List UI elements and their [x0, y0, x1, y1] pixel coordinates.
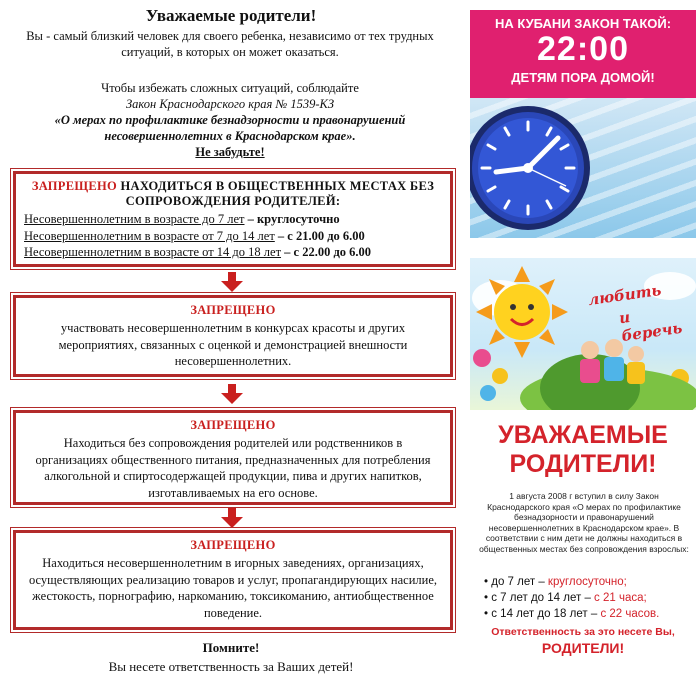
rule-head: ЗАПРЕЩЕНО — [190, 303, 276, 317]
list-item-age: с 14 лет до 18 лет — [491, 608, 588, 620]
down-arrow-icon — [221, 508, 243, 530]
rule-head-forbidden: ЗАПРЕЩЕНО — [31, 179, 118, 193]
list-item: • до 7 лет – круглосуточно; — [484, 576, 627, 588]
down-arrow-icon — [221, 384, 243, 406]
poster-script-protect: и беречь — [617, 307, 684, 346]
leaflet-intro: Вы - самый близкий человек для своего ребенка, независимо от тех трудных ситуаций, в которых он может оказаться. — [26, 29, 434, 59]
remember-heading: Помните! — [202, 640, 260, 655]
curfew-poster — [470, 10, 696, 238]
curfew-row — [24, 228, 442, 245]
rule-body: Находиться несовершеннолетним в игорных заведениях, организациях, осуществляющих реализацию товаров и услуг, пропагандирующих насилие, жестокость, порнографию, наркоманию, токсикоманию, антиобщественное поведение. — [28, 556, 437, 620]
list-item-rule: с 21 часа; — [594, 592, 647, 604]
curfew-time: – с 21.00 до 6.00 — [274, 228, 365, 243]
rule-box-beauty-contests — [13, 295, 453, 377]
poster-time: 22:00 — [537, 30, 629, 68]
leaflet-title: Уважаемые родители! — [145, 6, 317, 25]
list-item: • с 7 лет до 14 лет – с 21 часа; — [484, 592, 647, 604]
poster-age-list — [484, 574, 694, 622]
rule-box-curfew — [13, 171, 453, 267]
parents-poster — [470, 258, 696, 678]
poster-responsibility-parents: РОДИТЕЛИ! — [541, 640, 625, 656]
list-item-rule: с 22 часов. — [600, 608, 660, 620]
rule-body: Находиться без сопровождения родителей или родственников в организациях общественного питания, предназначенных для потребления алкогольной и спиртосодержащей продукции, пива и других напитков, изготавливаемых на его основе. — [35, 436, 431, 500]
curfew-time: – с 22.00 до 6.00 — [281, 245, 372, 259]
curfew-age: Несовершеннолетним в возрасте от 14 до 18 лет — [24, 245, 282, 259]
responsibility-text: Вы несете ответственность за Ваших детей! — [108, 659, 354, 674]
law-lead: Чтобы избежать сложных ситуаций, соблюдайте — [101, 81, 359, 95]
rule-head: ЗАПРЕЩЕНО — [190, 418, 276, 432]
rule-body: участвовать несовершеннолетним в конкурсах красоты и других мероприятиях, связанных с оценкой и демонстрацией внешности несовершеннолетних. — [58, 321, 408, 368]
list-item: • с 14 лет до 18 лет – с 22 часов. — [484, 608, 660, 620]
poster-title-line1: УВАЖАЕМЫЕ — [498, 421, 668, 449]
dont-forget: Не забудьте! — [195, 145, 265, 159]
poster-law-text: 1 августа 2008 г вступил в силу Закон Краснодарского края «О мерах по профилактике безнадзорности и правонарушений несовершеннолетних в Краснодарском крае». В соответствии с ним дети не должны находиться в общественных местах без сопровождения взрослых: — [479, 491, 689, 554]
rule-box-gambling — [13, 530, 453, 630]
curfew-row — [24, 244, 442, 261]
curfew-time: – круглосуточно — [244, 212, 340, 226]
poster-title-line2: РОДИТЕЛИ! — [509, 450, 657, 478]
down-arrow-icon — [221, 272, 243, 294]
curfew-age: Несовершеннолетним в возрасте до 7 лет — [24, 212, 245, 226]
law-name: Закон Краснодарского края № 1539-КЗ — [125, 97, 335, 111]
poster-script-love: любить — [587, 280, 663, 310]
law-title: «О мерах по профилактике безнадзорности и правонарушений несовершеннолетних в Краснодарском крае». — [54, 113, 406, 143]
list-item-rule: круглосуточно; — [547, 576, 627, 588]
poster-slogan: ДЕТЯМ ПОРА ДОМОЙ! — [511, 70, 655, 85]
rule-head: ЗАПРЕЩЕНО — [190, 538, 276, 552]
rule-head-text: НАХОДИТЬСЯ В ОБЩЕСТВЕННЫХ МЕСТАХ БЕЗ СОПРОВОЖДЕНИЯ РОДИТЕЛЕЙ: — [117, 179, 435, 208]
poster-responsibility: Ответственность за это несете Вы, — [491, 626, 675, 638]
rule-head — [24, 179, 442, 209]
curfew-rows — [24, 211, 442, 261]
curfew-age: Несовершеннолетним в возрасте от 7 до 14 лет — [24, 228, 275, 243]
wall-clock-icon — [470, 102, 594, 234]
list-item-age: с 7 лет до 14 лет — [491, 592, 582, 604]
curfew-row — [24, 211, 442, 228]
rule-box-alcohol-venues — [13, 410, 453, 505]
law-reference — [10, 80, 450, 160]
poster-subtitle: НА КУБАНИ ЗАКОН ТАКОЙ: — [494, 16, 672, 31]
list-item-age: до 7 лет — [491, 576, 536, 588]
